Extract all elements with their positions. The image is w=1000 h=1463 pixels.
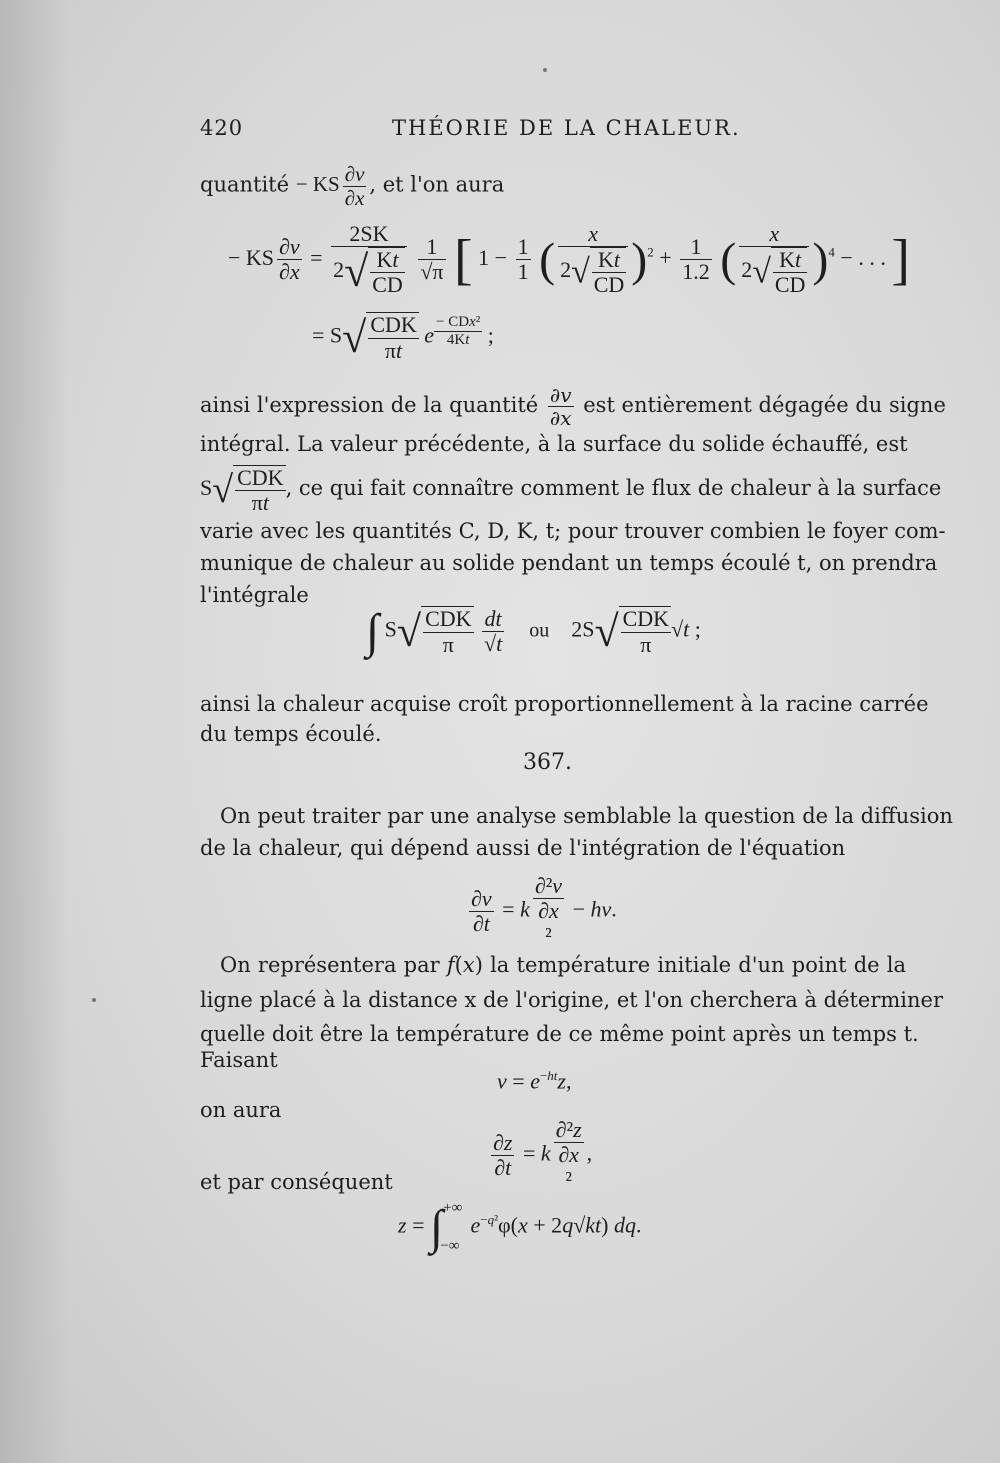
equation-reduced: $\frac{\partial z}{\partial t}$ = k ∂²z ∂x ², (493, 1117, 593, 1193)
equation-flux-series: − KS $\frac{\partial v}{\partial x}$ = 2SK 2√ $\frac{Kt}{CD}$ $\frac{1}{√\pi}$ [ 1 − $\frac{1}{1}$ ( x 2√ $\frac{Kt}{CD}$ )$^2$ + $\frac{1}{1.2}$ ( x 2√ $\frac{Kt}{CD}$ )$^4$ − . . . ] (228, 221, 910, 298)
section-number: 367. (523, 750, 572, 775)
equation-diffusion: $\frac{\partial v}{\partial t}$ = k ∂²v ∂x ² − hv. (471, 873, 617, 949)
text-line: on aura (200, 1098, 282, 1122)
page-spine-shadow (0, 0, 70, 1463)
text-line: On représentera par f(x) la température initiale d'un point de la (220, 953, 907, 977)
text-line: ainsi l'expression de la quantité $\frac{\partial v}{\partial x}$ est entièrement dégagée du signe (200, 383, 946, 430)
equation-substitution: $v = e^{-ht}z$, (497, 1068, 572, 1094)
text-line: munique de chaleur au solide pendant un temps écoulé t, on prendra (200, 551, 938, 575)
text-line: S√ $\frac{\text{CDK}}{\pi t}$ , ce qui fait connaître comment le flux de chaleur à la surface (200, 465, 942, 516)
print-speck (92, 998, 96, 1002)
text-line: varie avec les quantités C, D, K, t; pour trouver combien le foyer com- (200, 519, 946, 543)
page-number: 420 (200, 116, 244, 140)
running-title: THÉORIE DE LA CHALEUR. (392, 116, 741, 140)
print-speck (543, 68, 547, 72)
text-line: l'intégrale (200, 583, 309, 607)
text-line: ligne placé à la distance x de l'origine, et l'on cherchera à déterminer (200, 988, 944, 1012)
text-line: quelle doit être la température de ce même point après un temps t. (200, 1022, 919, 1046)
equation-solution: z = ∫+∞−∞ $e^{-q^2}\varphi(x + 2q√kt)$ dq. (398, 1200, 642, 1254)
text-line: On peut traiter par une analyse semblable la question de la diffusion (220, 804, 953, 828)
equation-heat-integral: ∫ S√ $\frac{\text{CDK}}{\pi}$ $\frac{dt}{√t}$ ou 2S√ $\frac{\text{CDK}}{\pi}$ √t ; (366, 605, 701, 658)
text-line: du temps écoulé. (200, 722, 382, 746)
text-line: intégral. La valeur précédente, à la surface du solide échauffé, est (200, 432, 908, 456)
text-line: et par conséquent (200, 1170, 393, 1194)
text-line: de la chaleur, qui dépend aussi de l'intégration de l'équation (200, 836, 846, 860)
text-line: quantité − KS $\frac{\partial v}{\partial x}$ , et l'on aura (200, 162, 505, 211)
text-line: ainsi la chaleur acquise croît proportionnellement à la racine carrée (200, 692, 929, 716)
equation-flux-result: = S√ $\frac{\text{CDK}}{\pi t}$ e $^{\frac{\text{− CDx²}}{4Kt}}$ ; (312, 312, 494, 363)
text-line: Faisant (200, 1048, 278, 1072)
